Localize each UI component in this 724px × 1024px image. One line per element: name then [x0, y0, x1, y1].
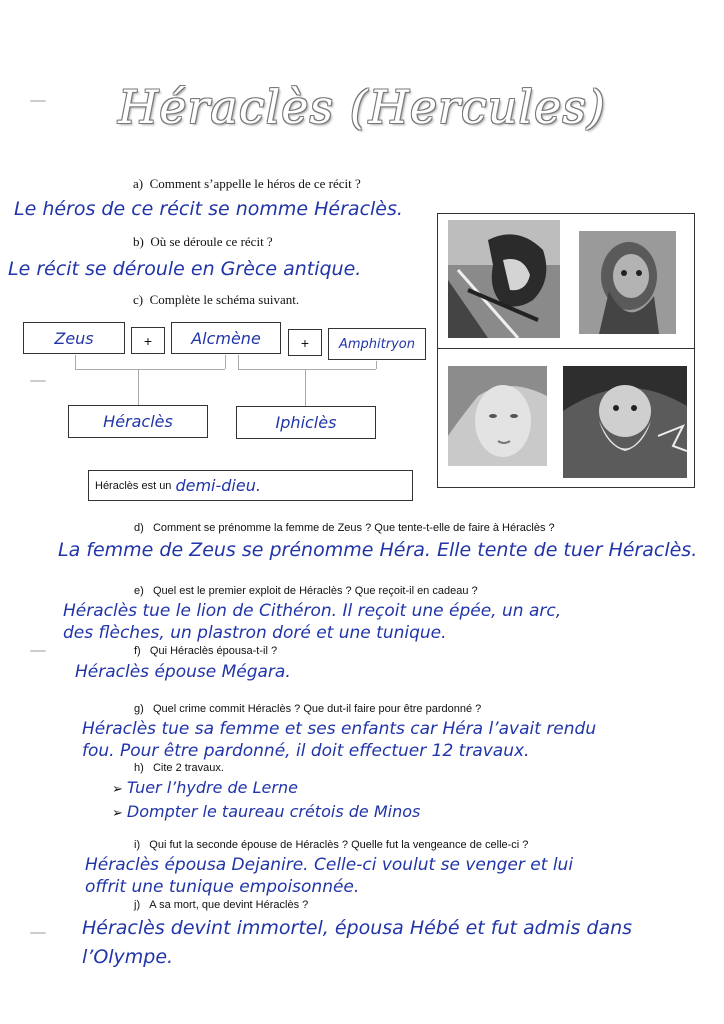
question-g: g) Quel crime commit Héraclès ? Que dut-il faire pour être pardonné ?: [134, 703, 482, 715]
answer-i-line-2: offrit une tunique empoisonnée.: [85, 877, 360, 897]
schema-connector: [305, 370, 306, 406]
schema-box-amphitryon: Amphitryon: [328, 328, 426, 360]
binder-hole-mark: [30, 932, 46, 934]
schema-connector: [376, 361, 377, 369]
answer-j-line-2: l’Olympe.: [82, 946, 174, 968]
answer-j-line-1: Héraclès devint immortel, épousa Hébé et fut admis dans: [82, 917, 633, 939]
statue-bust-image: [579, 231, 676, 334]
photo-grid: [437, 213, 695, 488]
schema-connector: [225, 355, 226, 369]
answer-i-line-1: Héraclès épousa Dejanire. Celle-ci voulut se venger et lui: [85, 855, 574, 875]
venus-face-image: [448, 366, 547, 466]
schema-connector: [75, 369, 225, 370]
vase-painting-image: [448, 220, 560, 338]
schema-box-iphicles: Iphiclès: [236, 406, 376, 439]
question-f: f) Qui Héraclès épousa-t-il ?: [134, 645, 278, 657]
answer-g-line-2: fou. Pour être pardonné, il doit effectuer 12 travaux.: [82, 741, 530, 761]
schema-box-zeus: Zeus: [23, 322, 125, 354]
binder-hole-mark: [30, 380, 46, 382]
question-i: i) Qui fut la seconde épouse de Héraclès ? Quelle fut la vengeance de celle-ci ?: [134, 839, 529, 851]
schema-connector: [138, 370, 139, 405]
schema-connector: [238, 355, 239, 369]
answer-e-line-1: Héraclès tue le lion de Cithéron. Il reçoit une épée, un arc,: [63, 601, 562, 621]
schema-connector: [238, 369, 376, 370]
question-d: d) Comment se prénomme la femme de Zeus ? Que tente-t-elle de faire à Héraclès ?: [134, 522, 555, 534]
answer-f: Héraclès épouse Mégara.: [75, 662, 291, 682]
schema-plus-box: +: [131, 327, 165, 354]
schema-statement-box: Héraclès est un demi-dieu.: [88, 470, 413, 501]
list-item: ➢ Dompter le taureau crétois de Minos: [112, 802, 421, 821]
question-j: j) A sa mort, que devint Héraclès ?: [134, 899, 309, 911]
schema-box-heracles: Héraclès: [68, 405, 208, 438]
schema-box-alcmene: Alcmène: [171, 322, 281, 354]
page-title: Héraclès (Hercules): [118, 80, 606, 134]
question-c: c) Complète le schéma suivant.: [133, 292, 300, 307]
answer-b: Le récit se déroule en Grèce antique.: [8, 258, 362, 280]
question-b: b) Où se déroule ce récit ?: [133, 234, 273, 249]
question-h: h) Cite 2 travaux.: [134, 762, 224, 774]
zeus-statue-image: [563, 366, 687, 478]
answer-a: Le héros de ce récit se nomme Héraclès.: [14, 198, 403, 220]
schema-plus-box: +: [288, 329, 322, 356]
answer-d: La femme de Zeus se prénomme Héra. Elle tente de tuer Héraclès.: [58, 539, 698, 561]
schema-connector: [75, 355, 76, 369]
list-item: ➢ Tuer l’hydre de Lerne: [112, 778, 298, 797]
answer-g-line-1: Héraclès tue sa femme et ses enfants car Héra l’avait rendu: [82, 719, 597, 739]
question-e: e) Quel est le premier exploit de Héraclès ? Que reçoit-il en cadeau ?: [134, 585, 478, 597]
question-a: a) Comment s’appelle le héros de ce récit ?: [133, 176, 361, 191]
binder-hole-mark: [30, 650, 46, 652]
answer-e-line-2: des flèches, un plastron doré et une tunique.: [63, 623, 447, 643]
